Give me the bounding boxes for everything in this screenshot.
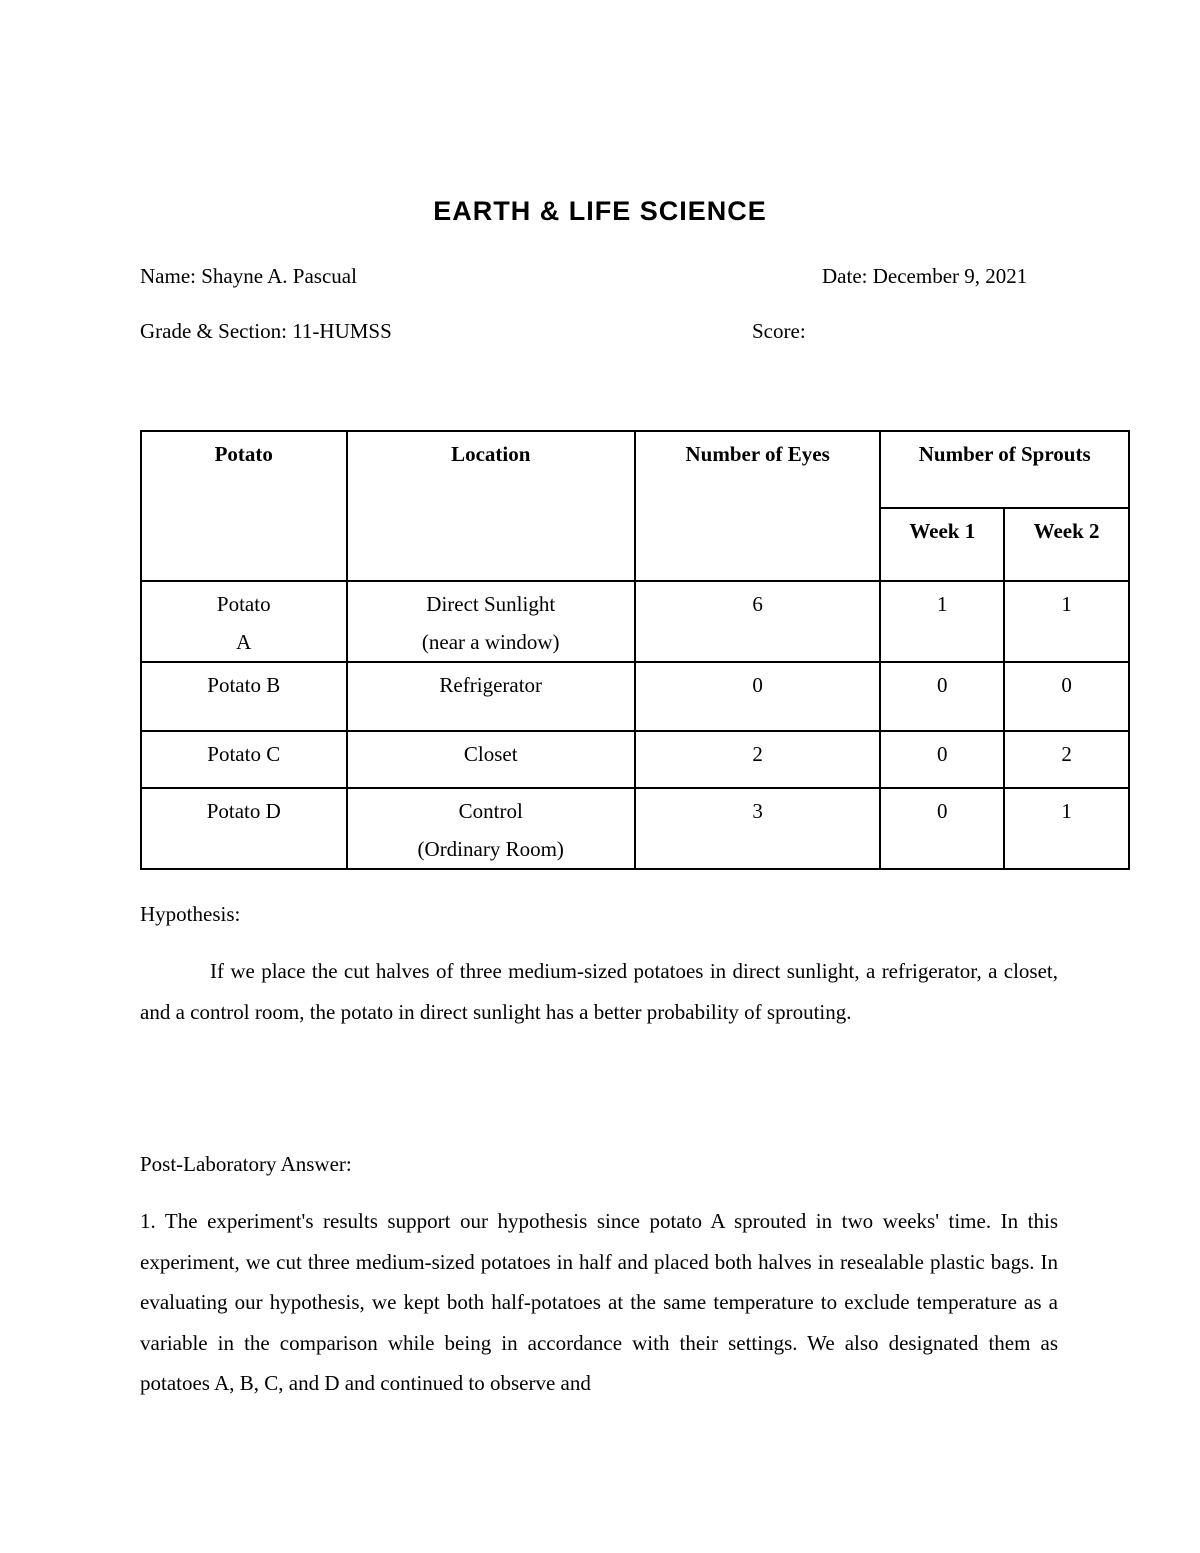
cell-location-line: Closet bbox=[463, 742, 518, 766]
cell-potato-line: Potato D bbox=[206, 799, 281, 823]
cell-potato-line: Potato bbox=[216, 592, 271, 616]
cell-eyes: 3 bbox=[635, 788, 880, 869]
cell-potato bbox=[141, 788, 347, 869]
header-potato: Potato bbox=[141, 431, 347, 581]
cell-eyes: 6 bbox=[635, 581, 880, 662]
cell-location-line: (near a window) bbox=[421, 630, 560, 654]
header-location: Location bbox=[347, 431, 635, 581]
document-title: EARTH & LIFE SCIENCE bbox=[433, 196, 767, 226]
cell-potato bbox=[141, 731, 347, 788]
table-row bbox=[141, 788, 1129, 869]
cell-location-line: Control bbox=[458, 799, 523, 823]
cell-week-1: 0 bbox=[880, 788, 1004, 869]
cell-potato bbox=[141, 581, 347, 662]
table-row bbox=[141, 662, 1129, 731]
cell-week-1: 1 bbox=[880, 581, 1004, 662]
cell-week-2: 0 bbox=[1004, 662, 1129, 731]
cell-potato bbox=[141, 662, 347, 731]
cell-potato-line: A bbox=[236, 630, 252, 654]
cell-location bbox=[347, 731, 635, 788]
table-row bbox=[141, 731, 1129, 788]
cell-location-line: (Ordinary Room) bbox=[417, 837, 564, 861]
cell-week-1: 0 bbox=[880, 731, 1004, 788]
score-field: Score: bbox=[752, 319, 806, 343]
cell-location bbox=[347, 788, 635, 869]
post-lab-answer-text: 1. The experiment's results support our hypothesis since potato A sprouted in two weeks' time. In this experiment, we cut three medium-sized potatoes in half and placed both halves in resealable plastic bags. In evaluating our hypothesis, we kept both half-potatoes at the same temperature to exclude temperature as a variable in the comparison while being in accordance with their settings. We also designated them as potatoes A, B, C, and D and continued to observe and bbox=[140, 1209, 1058, 1395]
cell-location-line: Refrigerator bbox=[439, 673, 543, 697]
cell-potato-line: Potato C bbox=[207, 742, 281, 766]
date-field: Date: December 9, 2021 bbox=[822, 264, 1028, 288]
cell-week-2: 1 bbox=[1004, 581, 1129, 662]
header-number-of-eyes: Number of Eyes bbox=[635, 431, 880, 581]
cell-week-1: 0 bbox=[880, 662, 1004, 731]
name-field: Name: Shayne A. Pascual bbox=[140, 264, 357, 288]
results-table bbox=[140, 430, 1130, 870]
header-week-1: Week 1 bbox=[880, 508, 1004, 581]
cell-location bbox=[347, 662, 635, 731]
hypothesis-text: If we place the cut halves of three medium-sized potatoes in direct sunlight, a refrigerator, a closet, and a control room, the potato in direct sunlight has a better probability of sprouting. bbox=[140, 959, 1058, 1024]
hypothesis-label: Hypothesis: bbox=[140, 902, 241, 926]
cell-location-line: Direct Sunlight bbox=[426, 592, 556, 616]
cell-eyes: 0 bbox=[635, 662, 880, 731]
cell-week-2: 1 bbox=[1004, 788, 1129, 869]
table-header-row bbox=[141, 431, 1129, 508]
cell-location bbox=[347, 581, 635, 662]
cell-potato-line: Potato B bbox=[207, 673, 281, 697]
grade-section-field: Grade & Section: 11-HUMSS bbox=[140, 319, 392, 343]
cell-week-2: 2 bbox=[1004, 731, 1129, 788]
table-row bbox=[141, 581, 1129, 662]
cell-eyes: 2 bbox=[635, 731, 880, 788]
header-week-2: Week 2 bbox=[1004, 508, 1129, 581]
post-lab-label: Post-Laboratory Answer: bbox=[140, 1152, 352, 1176]
header-number-of-sprouts: Number of Sprouts bbox=[880, 431, 1129, 508]
